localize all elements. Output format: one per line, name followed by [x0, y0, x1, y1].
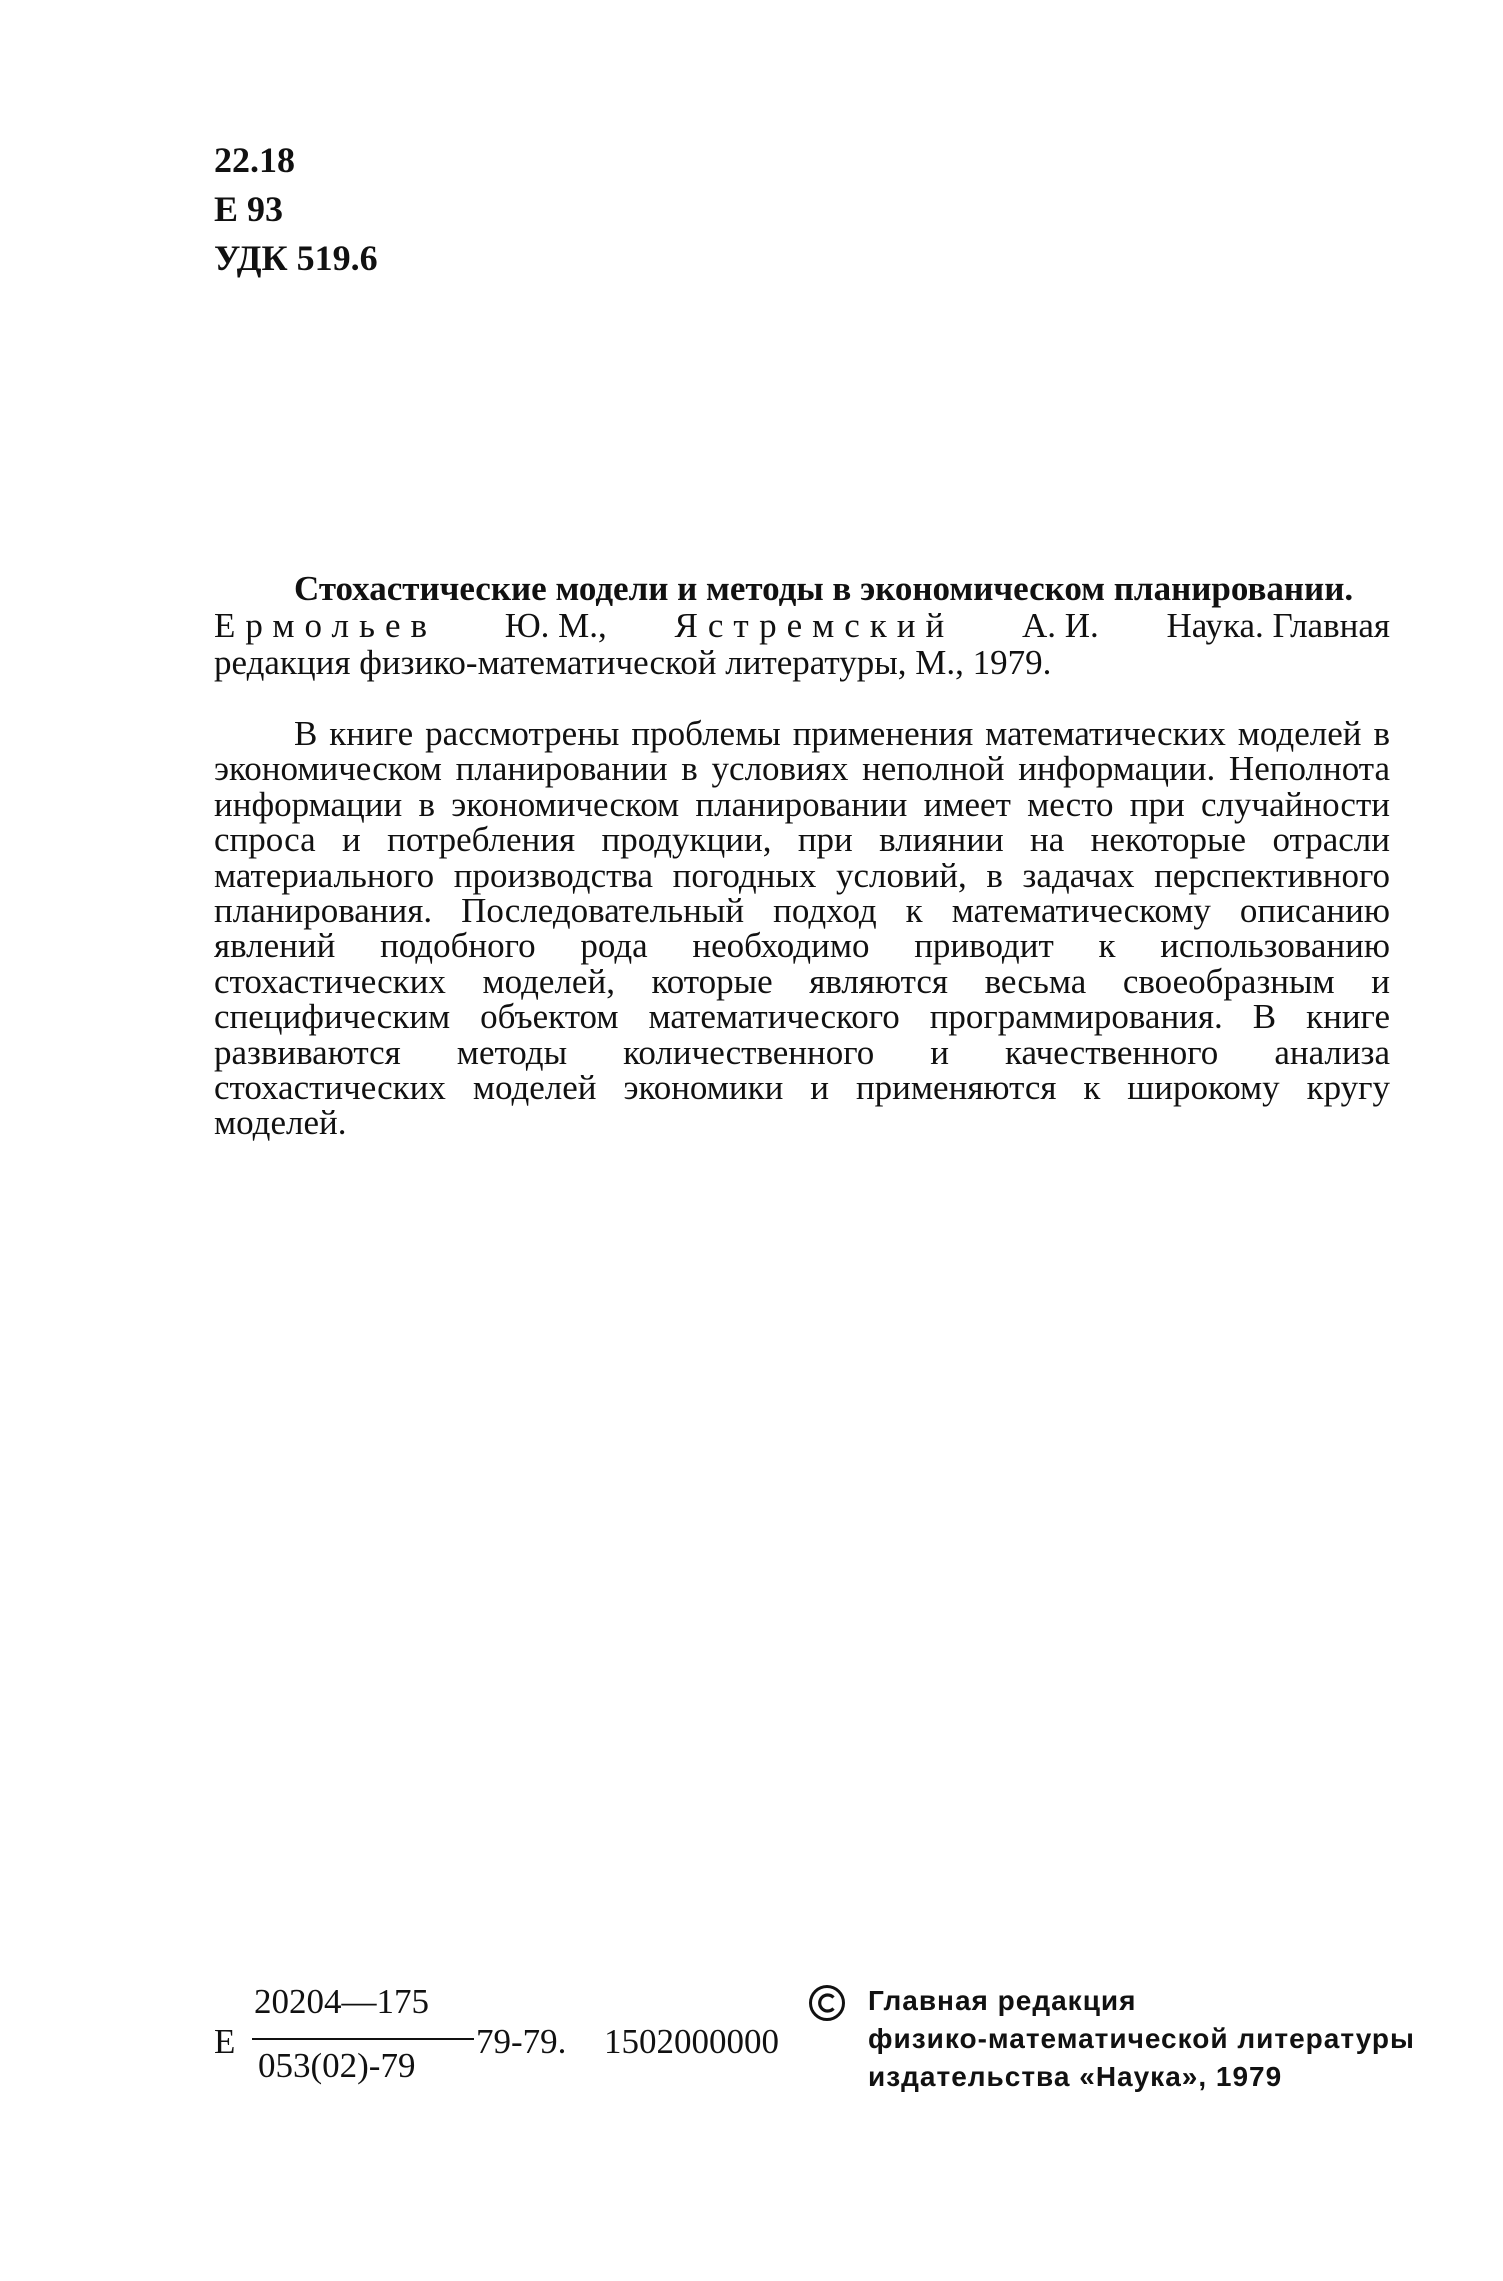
author-1-initials: Ю. М., [504, 606, 607, 645]
author-2-surname: Ястремский [674, 606, 955, 645]
publisher-line-2: физико-математической литературы [868, 2023, 1415, 2054]
abstract-paragraph: В книге рассмотрены проблемы применения математических моделей в экономическом планировании в условиях неполной информации. Неполнота информации в экономическом планировании имеет место при случайности спроса и потребления продукции, при влиянии на некоторые отрасли материального производства погодных условий, в задачах перспективного планирования. Последовательный подход к математическому описанию явлений подобного рода необходимо приводит к использованию стохастических моделей, которые являются весьма своеобразным и специфическим объектом математического программирования. В книге развиваются методы количественного и качественного анализа стохастических моделей экономики и применяются к широкому кругу моделей. [214, 714, 1390, 1143]
udc-index: УДК 519.6 [214, 238, 378, 278]
author-2-initials: А. И. [1021, 606, 1099, 645]
publisher-line-3: издательства «Наука», 1979 [868, 2061, 1283, 2092]
copyright-publisher [868, 1982, 1415, 2096]
index-letter: Е [214, 2022, 236, 2061]
bibliographic-description [214, 570, 1390, 681]
index-numerator: 20204—175 [254, 1982, 429, 2021]
classification-block [214, 136, 378, 283]
author-mark: Е 93 [214, 189, 284, 229]
index-code-2: 1502000000 [604, 2022, 779, 2061]
publisher-start: Наука. Главная [1166, 606, 1390, 645]
copyright-icon [808, 1984, 846, 2022]
author-1-surname: Ермольев [214, 606, 438, 645]
bbk-index: 22.18 [214, 140, 295, 180]
book-title: Стохастические модели и методы в экономическом планировании. [294, 569, 1354, 608]
publisher-line: редакция физико-математической литературы, М., 1979. [214, 643, 1052, 682]
fraction-line [252, 2038, 474, 2040]
index-code-1: 79-79. [476, 2022, 567, 2061]
authors-line [214, 607, 1390, 644]
imprint-block [214, 1982, 1415, 2102]
publisher-line-1: Главная редакция [868, 1985, 1137, 2016]
index-denominator: 053(02)-79 [258, 2046, 416, 2085]
